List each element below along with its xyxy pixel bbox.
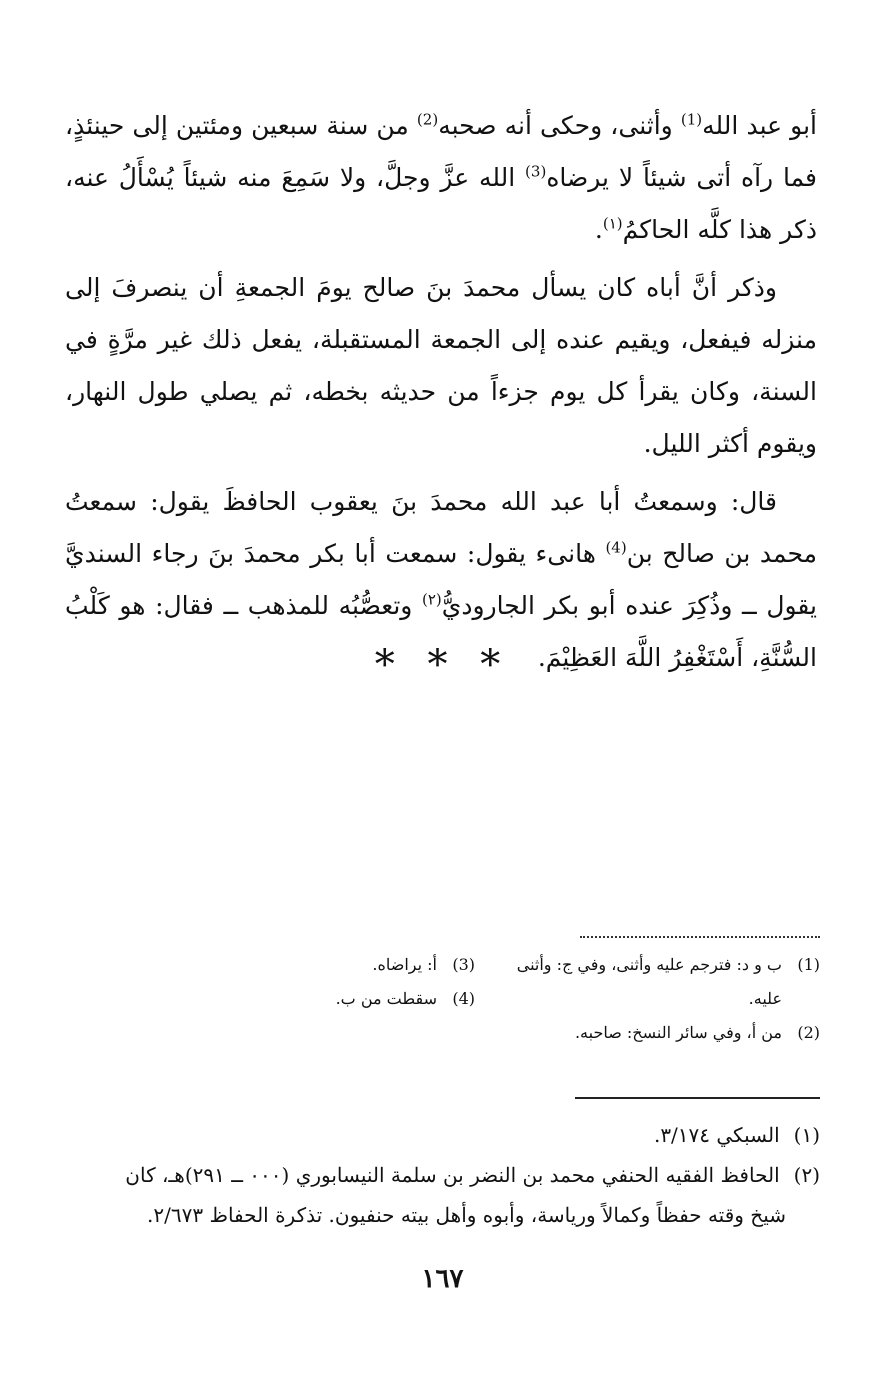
variants-divider — [580, 936, 820, 938]
paragraph-2: وذكر أنَّ أباه كان يسأل محمدَ بنَ صالح يومَ الجمعةِ أن ينصرفَ إلى منزله فيفعل، ويقيم عنده إلى الجمعة المستقبلة، يفعل ذلك غير مرَّةٍ في السنة، وكان يقرأ كل يوم جزءاً من حديثه بخطه، ثم يصلي طول النهار، ويقوم أكثر الليل. — [65, 273, 817, 458]
footnote-marker: (٢) — [421, 590, 442, 609]
paragraph-1-text-a: أبو عبد الله — [702, 111, 817, 140]
variant-number: (1) — [797, 955, 820, 974]
paragraph-3-text-a: قال: وسمعتُ أبا عبد الله محمدَ بنَ يعقوب الحافظَ يقول: سمعتُ محمد بن صالح بن — [65, 487, 817, 568]
variant-marker: (2) — [416, 110, 439, 129]
variant-note — [255, 982, 475, 1016]
variant-note — [490, 948, 820, 1016]
footnote — [65, 1115, 820, 1155]
variant-number: (2) — [797, 1023, 820, 1042]
variant-text: أ: يراضاه. — [372, 955, 437, 974]
variant-text-continued: عليه. — [748, 989, 782, 1008]
variant-marker: (1) — [680, 110, 703, 129]
paragraph-1 — [65, 100, 817, 256]
footnote — [65, 1155, 820, 1195]
paragraph-1-text-b: وأثنى، وحكى أنه صحبه — [438, 111, 681, 140]
variant-number: (4) — [452, 989, 475, 1008]
paragraph-1-text-e: . — [594, 215, 603, 244]
main-text — [65, 100, 817, 690]
paragraph-1-text-d: الله عزَّ وجلَّ، ولا سَمِعَ منه شيئاً يُسْأَلُ عنه، ذكر هذا كلَّه الحاكمُ — [65, 163, 817, 244]
variants-column-left — [255, 948, 475, 1016]
variant-marker: (3) — [525, 162, 547, 181]
variants-column-right — [490, 948, 820, 1050]
variant-marker: (4) — [605, 538, 627, 557]
variant-text: ب و د: فترجم عليه وأثنى، وفي ج: وأثنى — [516, 955, 782, 974]
variant-number: (3) — [452, 955, 475, 974]
section-separator: * * * — [374, 642, 511, 688]
variant-note — [255, 948, 475, 982]
footnote-number: (١) — [793, 1123, 820, 1147]
footnote-number: (٢) — [793, 1163, 820, 1187]
footnotes — [65, 1115, 820, 1235]
footnote-marker: (١) — [602, 214, 623, 233]
page-number: ١٦٧ — [421, 1264, 464, 1294]
variant-text: سقطت من ب. — [335, 989, 437, 1008]
variant-note — [490, 1016, 820, 1050]
footnote-text: السبكي ٣/١٧٤. — [653, 1123, 780, 1147]
paragraph-1-text-c: من سنة سبعين ومئتين إلى حينئذٍ، فما رآه أتى شيئاً لا يرضاه — [65, 111, 817, 192]
paragraph-3-text-b: هانىء يقول: سمعت أبا بكر محمدَ بنَ رجاء السنديَّ يقول ــ وذُكِرَ عنده أبو بكر الجاروديُّ — [65, 539, 818, 620]
variant-text: من أ، وفي سائر النسخ: صاحبه. — [574, 1023, 782, 1042]
footnotes-divider — [575, 1097, 820, 1099]
footnote-text: الحافظ الفقيه الحنفي محمد بن النضر بن سلمة النيسابوري (٠٠٠ ــ ٢٩١)هـ، كان — [125, 1163, 780, 1187]
footnote-text-continued: شيخ وقته حفظاً وكمالاً ورياسة، وأبوه وأهل بيته حنفيون. تذكرة الحفاظ ٢/٦٧٣. — [147, 1203, 786, 1227]
paragraph-3-text-c: وتعصُّبُه للمذهب ــ فقال: هو كَلْبُ السُّنَّةِ، أَسْتَغْفِرُ اللَّهَ العَظِيْمَ. — [65, 591, 817, 672]
